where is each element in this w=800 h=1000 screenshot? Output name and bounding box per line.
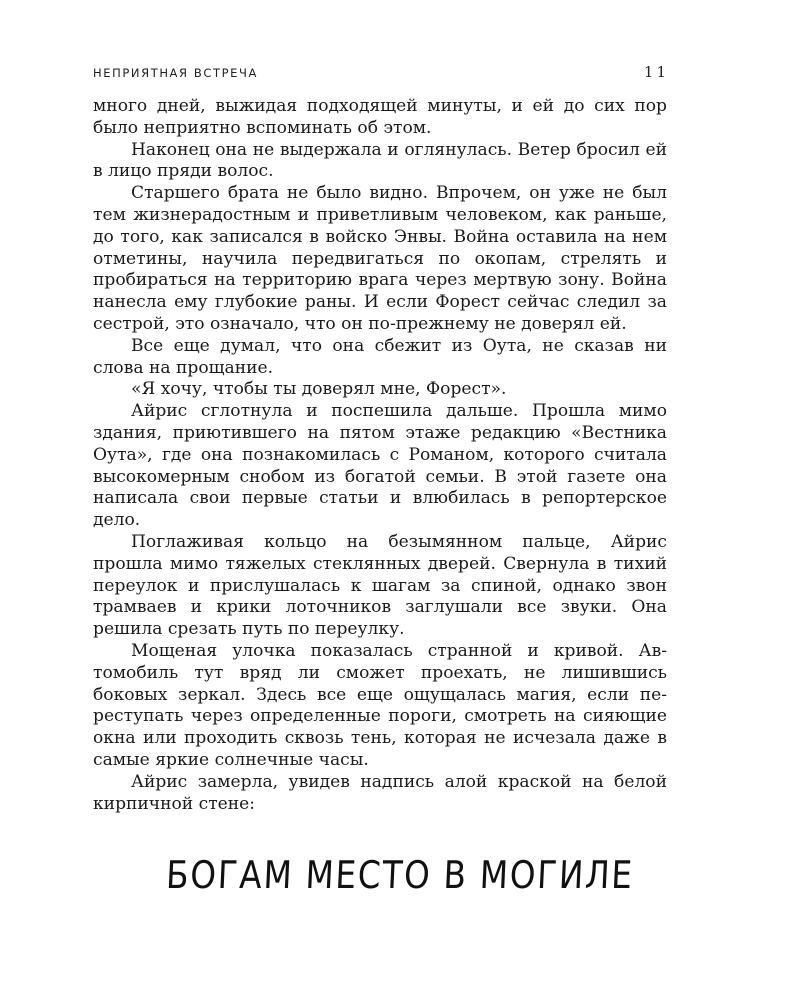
body-text [93,96,667,815]
paragraph: Наконец она не выдержала и оглянулась. Ветер бросил ей в лицо пряди волос. [93,139,667,182]
paragraph: Все еще думал, что она сбежит из Оута, не сказав ни слова на прощание. [93,335,667,378]
page-number: 11 [643,63,669,81]
graffiti-inscription: БОГАМ МЕСТО В МОГИЛЕ [165,853,635,897]
paragraph: Айрис сглотнула и поспешила дальше. Прошла мимо здания, приютившего на пятом этаже редакцию «Вестника Оута», где она познакомилась с Романом, которого считала высокомерным снобом из богатой семьи. В этой газете она написала свои первые статьи и влюбилась в репортерское дело. [93,401,667,531]
paragraph: Мощеная улочка показалась странной и кривой. Автомобиль тут вряд ли сможет проехать, не лишившись боковых зеркал. Здесь все еще ощущалась магия, если переступать через определенные пороги, смотреть на сияющие окна или проходить сквозь тень, которая не исчезала даже в самые яркие солнечные часы. [93,640,667,770]
paragraph: Айрис замерла, увидев надпись алой краской на белой кирпичной стене: [93,771,667,814]
paragraph: Старшего брата не было видно. Впрочем, он уже не был тем жизнерадостным и приветливым человеком, как раньше, до того, как записался в войско Энвы. Война оставила на нем отметины, научила передвигаться по окопам, стрелять и пробираться на территорию врага через мертвую зону. Война нанесла ему глубокие раны. И если Форест сейчас следил за сестрой, это означало, что он по-прежнему не доверял ей. [93,183,667,334]
paragraph: Поглаживая кольцо на безымянном пальце, Айрис прошла мимо тяжелых стеклянных дверей. Свернула в тихий переулок и прислушалась к шагам за спиной, однако звон трамваев и крики лоточников заглушали все звуки. Она решила срезать путь по переулку. [93,531,667,640]
paragraph: много дней, выжидая подходящей минуты, и ей до сих пор было неприятно вспоминать об этом. [93,96,667,138]
running-title: НЕПРИЯТНАЯ ВСТРЕЧА [93,66,258,80]
paragraph: «Я хочу, чтобы ты доверял мне, Форест». [131,379,507,400]
